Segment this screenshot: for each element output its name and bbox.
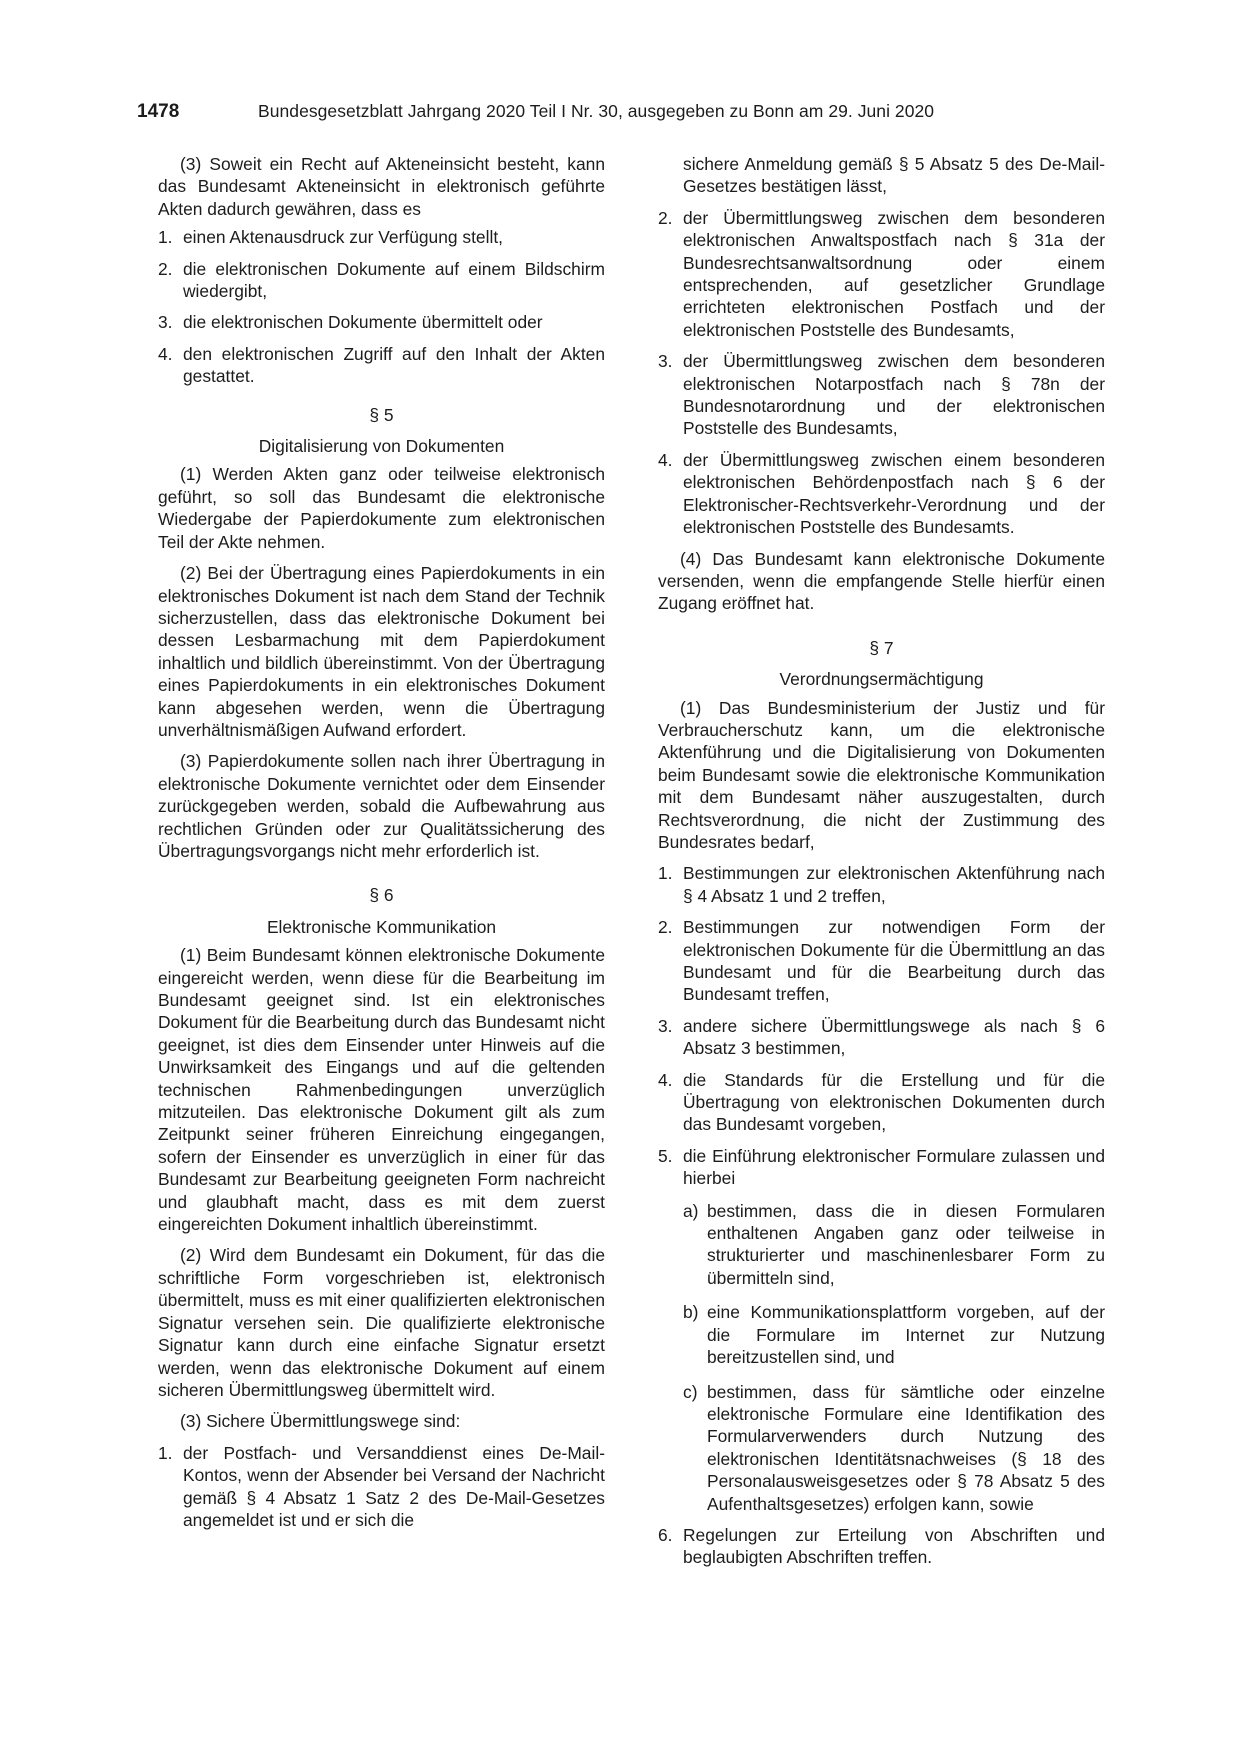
list-item [658, 862, 1105, 907]
section-5-number: § 5 [369, 404, 394, 425]
sub-list-item-text: bestimmen, dass für sämtliche oder einzelne elektronische Formulare eine Identifikation des Formularverwenders durch Nutzung des elektronischen Identitätsnachweises (§ 18 des Personalausweisgesetzes oder § 78 Absatz 5 des Aufenthaltsgesetzes) erfolgen kann, sowie [707, 1381, 1105, 1514]
list-marker: 4. [658, 1069, 673, 1090]
section-6-list [158, 1442, 605, 1532]
list-item [658, 1069, 1105, 1136]
list-item-text: der Übermittlungsweg zwischen einem besonderen elektronischen Behördenpostfach nach § 6 der Elektronischer-Rechtsverkehr-Verordnung und der elektronischen Poststelle des Bundesamts. [683, 449, 1105, 538]
section-6-paragraph-1: (1) Beim Bundesamt können elektronische Dokumente eingereicht werden, wenn diese für die Bearbeitung im Bundesamt geeignet sind. Ist ein elektronisches Dokument für die Bearbeitung durch das Bundesamt nicht geeignet, ist dies dem Einsender unter Hinweis auf die Unwirksamkeit des Eingangs und auf die geltenden technischen Rahmenbedingungen unverzüglich mitzuteilen. Das elektronische Dokument gilt als zum Zeitpunkt seiner früheren Einreichung eingegangen, sofern der Einsender es unverzüglich in einer für das Bundesamt zur Bearbeitung geeigneten Form nachreicht und glaubhaft macht, dass es mit dem zuerst eingereichten Dokument inhaltlich übereinstimmt. [158, 945, 605, 1235]
list-item-text: Bestimmungen zur notwendigen Form der elektronischen Dokumente für die Übermittlung an das Bundesamt und für die Bearbeitung durch das Bundesamt treffen, [683, 917, 1105, 1005]
paragraph-3-list [158, 226, 605, 387]
list-marker: 2. [658, 917, 673, 938]
list-marker: 1. [158, 1442, 173, 1463]
list-item [158, 258, 605, 303]
section-5-paragraph-3: (3) Papierdokumente sollen nach ihrer Übertragung in elektronische Dokumente vernichtet oder dem Einsender zurückgegeben werden, sobald die Aufbewahrung aus rechtlichen Gründen oder zur Qualitätssicherung des Übertragungsvorgangs nicht mehr erforderlich ist. [158, 751, 605, 861]
list-item [158, 226, 605, 248]
list-item-text: andere sichere Übermittlungswege als nach § 6 Absatz 3 bestimmen, [683, 1015, 1105, 1059]
list-item-continued [658, 153, 1105, 198]
sub-list-item [683, 1381, 1105, 1515]
list-marker: 5. [658, 1145, 673, 1166]
list-marker: 2. [658, 207, 673, 228]
list-item [658, 916, 1105, 1006]
sub-list-item-text: eine Kommunikationsplattform vorgeben, auf der die Formulare im Internet zur Nutzung bereitzustellen sind, und [707, 1302, 1105, 1368]
left-column [158, 153, 605, 1531]
section-6-paragraph-3-intro: (3) Sichere Übermittlungswege sind: [180, 1411, 461, 1432]
list-marker: 3. [658, 351, 673, 372]
list-item-text: sichere Anmeldung gemäß § 5 Absatz 5 des De-Mail-Gesetzes bestätigen lässt, [683, 154, 1105, 197]
list-marker: 4. [158, 343, 173, 364]
running-head: Bundesgesetzblatt Jahrgang 2020 Teil I Nr. 30, ausgegeben zu Bonn am 29. Juni 2020 [258, 101, 935, 121]
list-item-text: der Postfach- und Versanddienst eines De-Mail-Kontos, wenn der Absender bei Versand der Nachricht gemäß § 4 Absatz 1 Satz 2 des De-Mail-Gesetzes angemeldet ist und er sich die [183, 1442, 605, 1530]
list-item-text: die Standards für die Erstellung und für die Übertragung von elektronischen Dokumenten durch das Bundesamt vorgeben, [683, 1069, 1105, 1135]
section-5-paragraph-2: (2) Bei der Übertragung eines Papierdokuments in ein elektronisches Dokument ist nach dem Stand der Technik sicherzustellen, dass das elektronische Dokument bei dessen Lesbarmachung mit dem Papierdokument inhaltlich und bildlich übereinstimmt. Von der Übertragung eines Papierdokuments in ein elektronisches Dokument kann abgesehen werden, wenn die Übertragung unverhältnismäßigen Aufwand erfordert. [158, 563, 605, 740]
list-item-text: die elektronischen Dokumente übermittelt oder [183, 312, 543, 333]
sub-list-marker: c) [683, 1381, 698, 1402]
list-item-text: die elektronischen Dokumente auf einem Bildschirm wiedergibt, [183, 258, 605, 302]
list-item-text: den elektronischen Zugriff auf den Inhalt der Akten gestattet. [183, 343, 605, 387]
list-marker: 3. [658, 1015, 673, 1036]
list-item [658, 1015, 1105, 1060]
paragraph-3-intro: (3) Soweit ein Recht auf Akteneinsicht besteht, kann das Bundesamt Akteneinsicht in elektronisch geführte Akten dadurch gewähren, dass es [158, 154, 605, 219]
section-7-number: § 7 [869, 637, 894, 658]
list-marker: 1. [658, 863, 673, 884]
section-7-list [658, 862, 1105, 1568]
list-item [158, 1442, 605, 1532]
list-item-text: Regelungen zur Erteilung von Abschriften und beglaubigten Abschriften treffen. [683, 1524, 1105, 1568]
list-marker: 6. [658, 1524, 673, 1545]
list-item [658, 1145, 1105, 1515]
list-item-text: die Einführung elektronischer Formulare zulassen und hierbei [683, 1145, 1105, 1189]
list-item [158, 343, 605, 388]
list-marker: 3. [158, 312, 173, 333]
sub-list-item-text: bestimmen, dass die in diesen Formularen enthaltenen Angaben ganz oder teilweise in strukturierter und maschinenlesbarer Form zu übermitteln sind, [707, 1200, 1105, 1288]
section-6-paragraph-2: (2) Wird dem Bundesamt ein Dokument, für das die schriftliche Form vorgeschrieben ist, elektronisch übermittelt, muss es mit einer qualifizierten elektronischen Signatur versehen sein. Die qualifizierte elektronische Signatur kann durch eine einfache Signatur ersetzt werden, wenn das elektronische Dokument auf einem sicheren Übermittlungsweg übermittelt wird. [158, 1245, 605, 1400]
section-6-list-continued [658, 153, 1105, 539]
section-6-paragraph-4: (4) Das Bundesamt kann elektronische Dokumente versenden, wenn die empfangende Stelle hierfür einen Zugang eröffnet hat. [658, 548, 1105, 614]
list-item-text: einen Aktenausdruck zur Verfügung stellt, [183, 227, 503, 248]
list-marker: 2. [158, 258, 173, 279]
list-item-text: Bestimmungen zur elektronischen Aktenführung nach § 4 Absatz 1 und 2 treffen, [683, 863, 1105, 906]
list-item-text: der Übermittlungsweg zwischen dem besonderen elektronischen Anwaltspostfach nach § 31a der Bundesrechtsanwaltsordnung oder einem entsprechenden, auf gesetzlicher Grundlage errichteten elektronischen Postfach und der elektronischen Poststelle des Bundesamts, [683, 207, 1105, 340]
sub-list-item [683, 1301, 1105, 1368]
sub-list-item [683, 1200, 1105, 1290]
section-5-title: Digitalisierung von Dokumenten [258, 436, 505, 457]
list-item [158, 311, 605, 333]
section-7-paragraph-1-intro: (1) Das Bundesministerium der Justiz und für Verbraucherschutz kann, um die elektronische Aktenführung und die Digitalisierung von Dokumenten beim Bundesamt sowie die elektronische Kommunikation mit dem Bundesamt näher auszugestalten, durch Rechtsverordnung, die nicht der Zustimmung des Bundesrates bedarf, [658, 697, 1105, 852]
section-7-title: Verordnungsermächtigung [779, 669, 984, 690]
section-6-number: § 6 [369, 885, 394, 906]
list-marker: 1. [158, 227, 173, 248]
sub-list-marker: a) [683, 1200, 699, 1221]
section-6-title: Elektronische Kommunikation [266, 916, 497, 937]
sub-list [683, 1200, 1105, 1515]
list-marker: 4. [658, 449, 673, 470]
page-number: 1478 [137, 101, 180, 122]
right-column [658, 153, 1105, 1578]
list-item [658, 207, 1105, 341]
list-item [658, 350, 1105, 440]
list-item-text: der Übermittlungsweg zwischen dem besonderen elektronischen Notarpostfach nach § 78n der Bundesnotarordnung und der elektronischen Poststelle des Bundesamts, [683, 351, 1105, 439]
sub-list-marker: b) [683, 1302, 699, 1323]
list-item [658, 1524, 1105, 1569]
list-item [658, 449, 1105, 539]
section-5-paragraph-1: (1) Werden Akten ganz oder teilweise elektronisch geführt, so soll das Bundesamt die elektronische Wiedergabe der Papierdokumente zum elektronischen Teil der Akte nehmen. [158, 464, 605, 552]
